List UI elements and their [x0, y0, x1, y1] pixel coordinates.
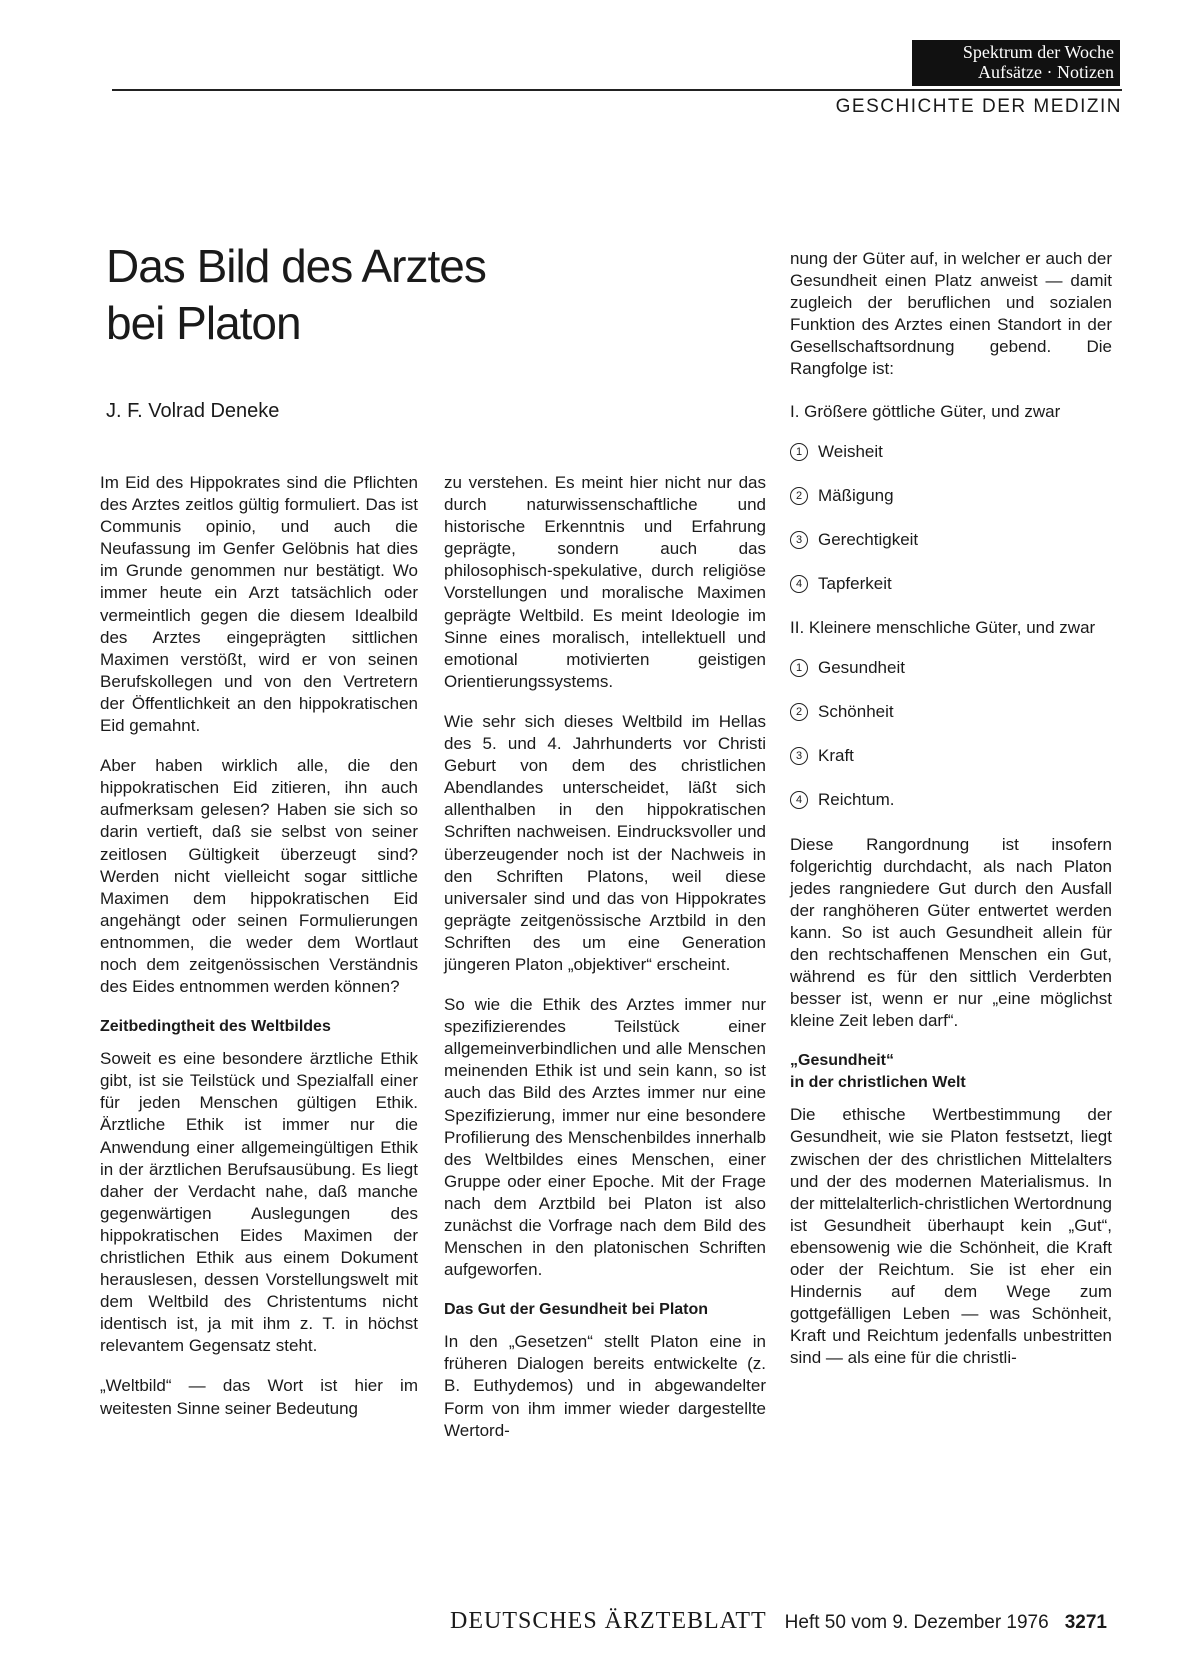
column-1 [100, 472, 418, 1438]
rank-group-heading: I. Größere göttliche Güter, und zwar [790, 401, 1061, 421]
rubric-line-2: Aufsätze · Notizen [978, 62, 1114, 82]
list-item [790, 789, 1112, 811]
paragraph: Wie sehr sich dieses Weltbild im Hellas des 5. und 4. Jahrhunderts vor Christi Geburt von dem des christlichen Abendlandes unterscheidet, läßt sich allenthalben in den hippokratischen Schriften nachweisen. Eindrucksvoller und überzeugender noch ist der Nachweis in den Schriften Platons, weil diese universaler sind und das von Hippokrates geprägte zeitgenössische Arztbild in den Schriften des um eine Generation jüngeren Platon „objektiver“ erscheint. [444, 711, 766, 974]
circled-number: 2 [790, 487, 808, 505]
paragraph: Diese Rangordnung ist insofern folgerichtig durchdacht, als nach Platon jedes rangniedere Gut durch den Ausfall der ranghöheren Güter entwertet werden kann. So ist auch Gesundheit allein für den rechtschaffenen Menschen ein Gut, während es für den sittlich Verderbten besser ist, wenn er nur „eine möglichst kleine Zeit leben darf“. [790, 834, 1112, 1031]
list-item [790, 529, 1112, 551]
list-item [790, 441, 1112, 463]
paragraph: In den „Gesetzen“ stellt Platon eine in früheren Dialogen bereits entwickelte (z. B. Euthydemos) und in abgewandelter Form von ihm immer wieder dargestellte Wertord- [444, 1332, 766, 1440]
rubric-badge [912, 40, 1120, 86]
circled-number: 1 [790, 659, 808, 677]
list-item [790, 701, 1112, 723]
circled-number: 1 [790, 443, 808, 461]
title-line-2: bei Platon [106, 297, 301, 349]
column-3 [790, 248, 1112, 1387]
paragraph: „Weltbild“ — das Wort ist hier im weitesten Sinne seiner Bedeutung [100, 1376, 418, 1418]
list-item-label: Tapferkeit [818, 573, 892, 593]
subheading [790, 1050, 1112, 1094]
list-item-label: Reichtum. [818, 790, 895, 810]
circled-number: 4 [790, 791, 808, 809]
paragraph: Soweit es eine besondere ärztliche Ethik gibt, ist sie Teilstück und Spezialfall einer für jeden Menschen gültigen Ethik. Ärztliche Ethik ist immer nur die Anwendung einer allgemeingültigen Ethik in der ärztlichen Berufsausübung. Es liegt daher der Verdacht nahe, daß manche gegenwärtigen Auslegungen des hippokratischen Eides Maximen der christlichen Ethik aus einem Dokument herauslesen, dessen Vorstellungswelt mit dem Weltbild des Christentums nicht identisch ist, ja mit ihm z. T. in höchst relevantem Gegensatz steht. [100, 1049, 418, 1356]
list-item [790, 657, 1112, 679]
paragraph: Im Eid des Hippokrates sind die Pflichten des Arztes zeitlos gültig formuliert. Das ist Communis opinio, und auch die Neufassung im Genfer Gelöbnis hat dies im Grunde genommen nur bestätigt. Wo immer heute ein Arzt tatsächlich oder vermeintlich gegen die diesem Idealbild des Arztes eingeprägten sittlichen Maximen verstößt, wird er von seinen Berufskollegen und von den Vertretern der Öffentlichkeit an den hippokratischen Eid gemahnt. [100, 473, 418, 736]
list-item-label: Gerechtigkeit [818, 529, 919, 549]
issue-info: Heft 50 vom 9. Dezember 1976 [784, 1612, 1049, 1633]
circled-number: 4 [790, 575, 808, 593]
paragraph: nung der Güter auf, in welcher er auch der Gesundheit einen Platz anweist — damit zugleich der beruflichen und sozialen Funktion des Arztes einen Standort in der Gesellschaftsordnung gebend. Die Rangfolge ist: [790, 249, 1112, 379]
page-footer [450, 1608, 1107, 1635]
paragraph: So wie die Ethik des Arztes immer nur spezifizierendes Teilstück einer allgemeinverbindlichen und alle Menschen meinenden Ethik ist und sein kann, so ist auch das Bild des Arztes immer nur eine Spezifizierung, immer nur eine besondere Profilierung des Menschenbildes innerhalb des Weltbildes eines Menschen, einer Gruppe oder einer Epoche. Mit der Frage nach dem Arztbild bei Platon ist also zunächst die Vorfrage nach dem Bild des Menschen in den platonischen Schriften aufgeworfen. [444, 995, 766, 1280]
paragraph: Die ethische Wertbestimmung der Gesundheit, wie sie Platon festsetzt, liegt zwischen der des christlichen Mittelalters und der des modernen Materialismus. In der mittelalterlich-christlichen Wertordnung ist Gesundheit überhaupt kein „Gut“, ebensowenig wie die Schönheit, die Kraft oder der Reichtum. Sie ist eher ein Hindernis auf dem Wege zum gottgefälligen Leben — was Schönheit, Kraft und Reichtum jedenfalls unbestritten sind — als eine für die christli- [790, 1105, 1112, 1368]
subheading: Zeitbedingtheit des Weltbildes [100, 1018, 331, 1036]
header-rule [112, 89, 1122, 91]
subheading: Das Gut der Gesundheit bei Platon [444, 1301, 709, 1319]
author: J. F. Volrad Deneke [106, 400, 280, 422]
page-number: 3271 [1064, 1612, 1107, 1633]
rubric-line-1: Spektrum der Woche [962, 42, 1114, 62]
journal-name: DEUTSCHES ÄRZTEBLATT [450, 1608, 767, 1634]
article-title [106, 238, 526, 352]
list-item-label: Gesundheit [818, 658, 905, 678]
list-item [790, 485, 1112, 507]
list-item-label: Kraft [818, 746, 854, 766]
list-item [790, 573, 1112, 595]
title-line-1: Das Bild des Arztes [106, 240, 486, 292]
goods-list-human [790, 657, 1112, 811]
list-item-label: Weisheit [818, 441, 883, 461]
paragraph: zu verstehen. Es meint hier nicht nur das durch naturwissenschaftliche und historische Erkenntnis und Erfahrung geprägte, sondern auch das philosophisch-spekulative, durch religiöse Vorstellungen und moralische Maximen geprägte Weltbild. Es meint Ideologie im Sinne eines moralisch, intellektuell und emotional motivierten geistigen Orientierungssystems. [444, 473, 766, 691]
list-item-label: Mäßigung [818, 485, 894, 505]
column-2 [444, 472, 766, 1460]
list-item [790, 745, 1112, 767]
section-label: GESCHICHTE DER MEDIZIN [835, 96, 1122, 117]
rank-group-heading: II. Kleinere menschliche Güter, und zwar [790, 618, 1096, 638]
paragraph: Aber haben wirklich alle, die den hippokratischen Eid zitieren, ihn auch aufmerksam gelesen? Haben sie sich so darin vertieft, daß sie selbst von seiner zeitlosen Gültigkeit überzeugt sind? Werden nicht vielleicht sogar sittliche Maximen dem hippokratischen Eid angehängt oder seinen Formulierungen entnommen, die weder dem Wortlaut noch dem zeitgenössischen Verständnis des Eides entnommen werden können? [100, 756, 418, 997]
circled-number: 3 [790, 747, 808, 765]
goods-list-divine [790, 441, 1112, 595]
circled-number: 3 [790, 531, 808, 549]
circled-number: 2 [790, 703, 808, 721]
list-item-label: Schönheit [818, 702, 894, 722]
subheading-line-1: „Gesundheit“ [790, 1052, 895, 1070]
subheading-line-2: in der christlichen Welt [790, 1074, 966, 1092]
